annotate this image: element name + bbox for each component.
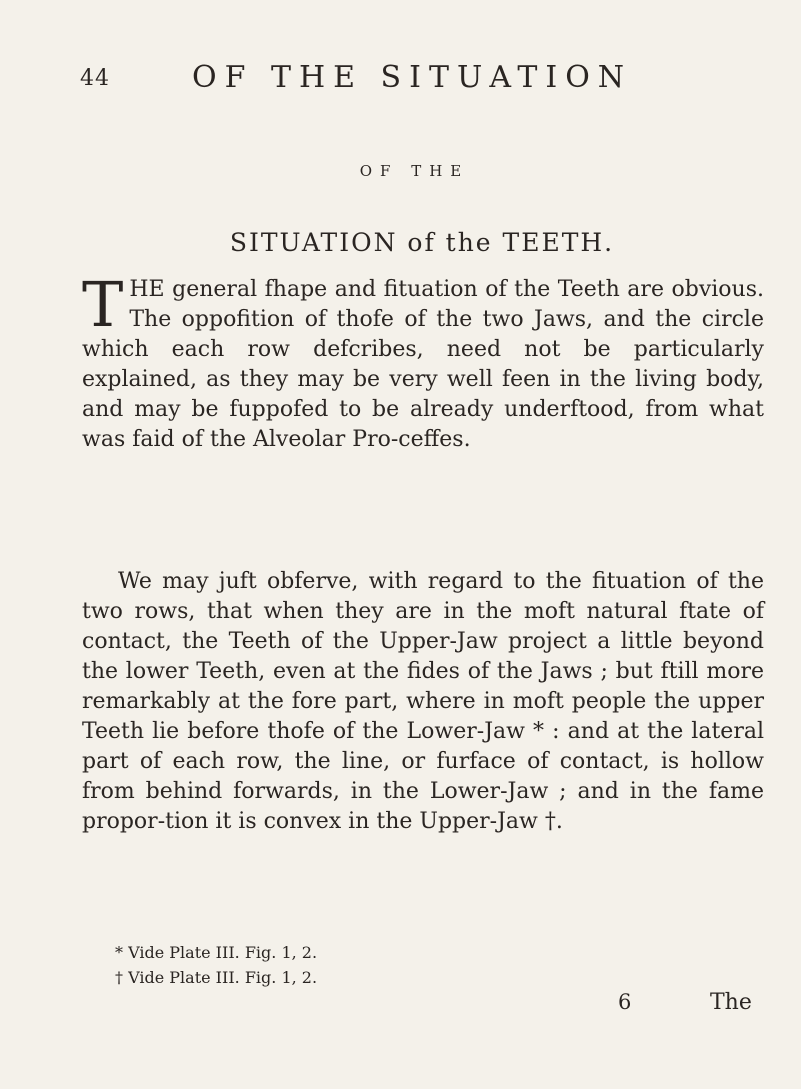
paragraph-1-text: HE general fhape and fituation of the Teeth are obvious. The oppofition of thofe of the two Jaws, and the circle which each row defcribes, need not be particularly explained, as they may be very well feen in the living body, and may be fuppofed to be already underftood, from what was faid of the Alveolar Pro-ceffes. bbox=[82, 277, 764, 452]
running-head bbox=[80, 60, 760, 100]
section-pre-title: OF THE bbox=[359, 162, 470, 180]
paragraph-2 bbox=[82, 567, 764, 837]
drop-cap: T bbox=[82, 268, 124, 341]
page-number: 44 bbox=[80, 66, 110, 91]
section-title: SITUATION of the TEETH. bbox=[229, 228, 615, 257]
footnote-1: * Vide Plate III. Fig. 1, 2. bbox=[115, 943, 318, 962]
signature-mark: 6 bbox=[618, 990, 632, 1014]
running-title: OF THE SITUATION bbox=[192, 60, 633, 95]
paragraph-1 bbox=[82, 268, 764, 455]
paragraph-2-text: We may juft obferve, with regard to the fituation of the two rows, that when they are in the moft natural ftate of contact, the Teeth of the Upper-Jaw project a little beyond the lower Teeth, even at the fides of the Jaws ; but ftill more remarkably at the fore part, where in moft people the upper Teeth lie before thofe of the Lower-Jaw * : and at the lateral part of each row, the line, or furface of contact, is hollow from behind forwards, in the Lower-Jaw ; and in the fame propor-tion it is convex in the Upper-Jaw †. bbox=[82, 569, 764, 834]
catchword: The bbox=[710, 990, 752, 1015]
footnotes bbox=[115, 940, 317, 990]
footnote-2: † Vide Plate III. Fig. 1, 2. bbox=[115, 968, 318, 987]
